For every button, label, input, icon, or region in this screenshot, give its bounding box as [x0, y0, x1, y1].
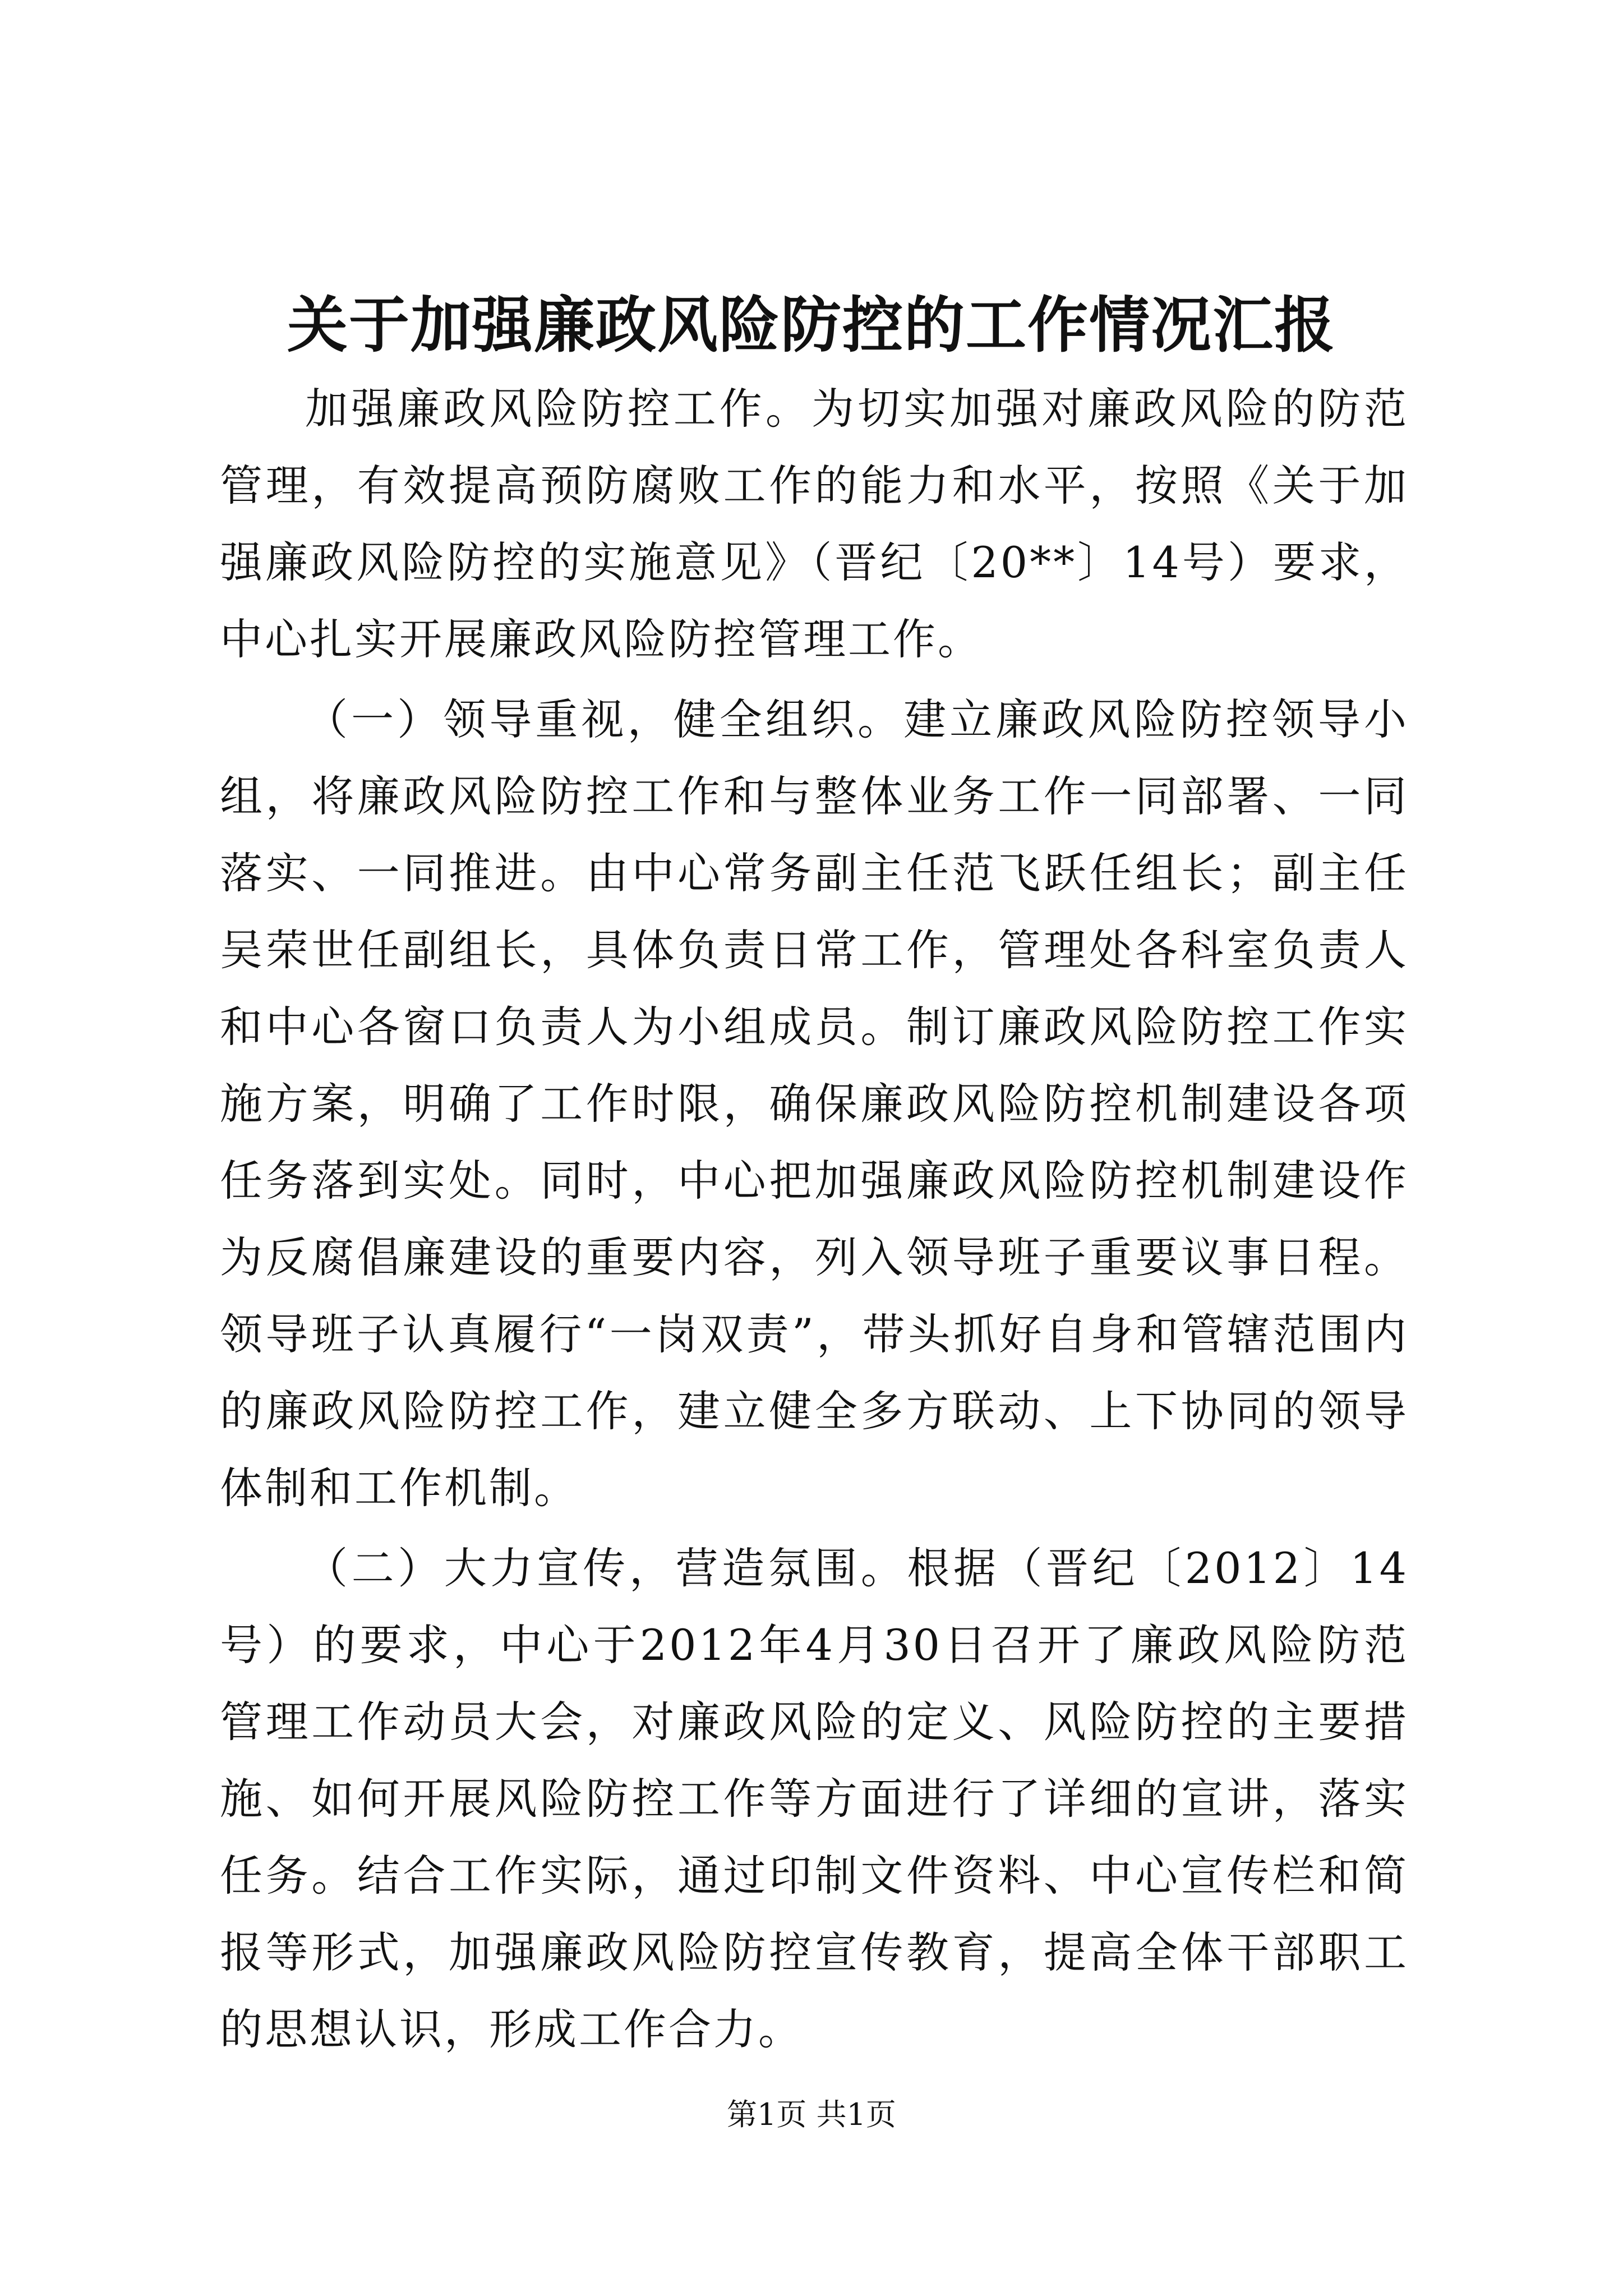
paragraph-intro: 加强廉政风险防控工作。为切实加强对廉政风险的防范管理，有效提高预防腐败工作的能力和水平，按照《关于加强廉政风险防控的实施意见》（晋纪〔20**〕14号）要求，中心扎实开展廉政风险防控管理工作。	[220, 384, 1409, 664]
paragraph-section-2: （二）大力宣传，营造氛围。根据（晋纪〔2012〕14号）的要求，中心于2012年4月30日召开了廉政风险防范管理工作动员大会，对廉政风险的定义、风险防控的主要措施、如何开展风险防控工作等方面进行了详细的宣讲，落实任务。结合工作实际，通过印制文件资料、中心宣传栏和简报等形式，加强廉政风险防控宣传教育，提高全体干部职工的思想认识，形成工作合力。	[220, 1543, 1409, 2054]
document-title: 关于加强廉政风险防控的工作情况汇报	[287, 290, 1336, 361]
document-body	[220, 370, 1409, 2071]
page-footer: 第1页 共1页	[727, 2097, 896, 2132]
paragraph-section-1: （一）领导重视，健全组织。建立廉政风险防控领导小组，将廉政风险防控工作和与整体业务工作一同部署、一同落实、一同推进。由中心常务副主任范飞跃任组长；副主任吴荣世任副组长，具体负责日常工作，管理处各科室负责人和中心各窗口负责人为小组成员。制订廉政风险防控工作实施方案，明确了工作时限，确保廉政风险防控机制建设各项任务落到实处。同时，中心把加强廉政风险防控机制建设作为反腐倡廉建设的重要内容，列入领导班子重要议事日程。领导班子认真履行“一岗双责”，带头抓好自身和管辖范围内的廉政风险防控工作，建立健全多方联动、上下协同的领导体制和工作机制。	[220, 694, 1409, 1513]
